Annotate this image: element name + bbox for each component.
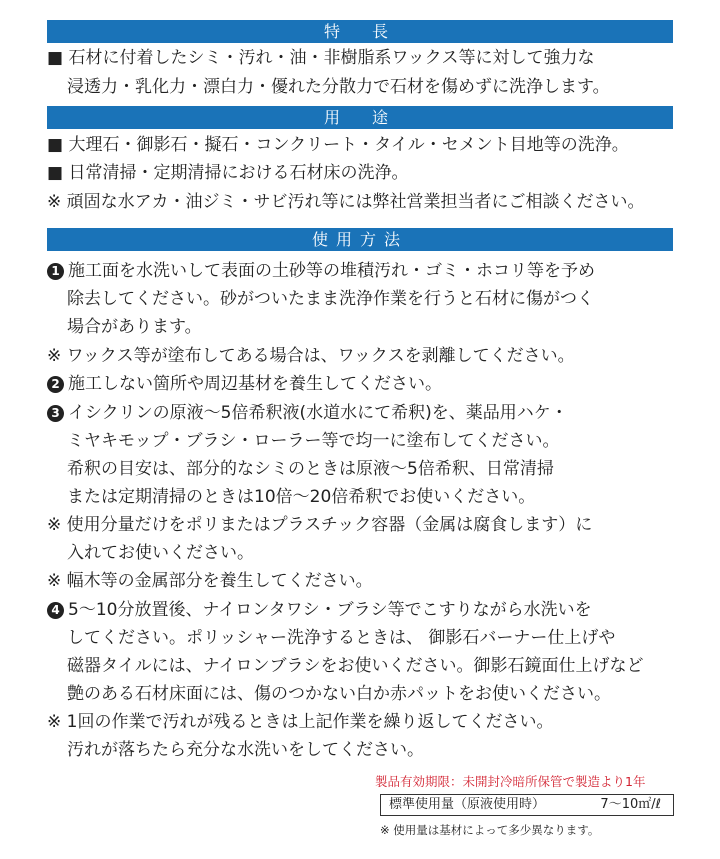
step-4-note-2: 汚れが落ちたら充分な水洗いをしてください。 xyxy=(67,740,424,760)
step-3-line-3: 希釈の目安は、部分的なシミのときは原液〜5倍希釈、日常清掃 xyxy=(67,459,554,479)
step-3-line-1 xyxy=(47,402,687,424)
uses-note: ※ 頑固な水アカ・油ジミ・サビ汚れ等には弊社営業担当者にご相談ください。 xyxy=(47,192,645,212)
usage-note: ※ 使用量は基材によって多少異なります。 xyxy=(380,823,600,837)
uses-line-2: ■ 日常清掃・定期清掃における石材床の洗浄。 xyxy=(47,163,409,183)
step-3-line-4: または定期清掃のときは10倍〜20倍希釈でお使いください。 xyxy=(67,487,536,507)
step-number-2: 2 xyxy=(47,376,64,393)
features-line-1: ■ 石材に付着したシミ・汚れ・油・非樹脂系ワックス等に対して強力な xyxy=(47,48,595,68)
step-1-line-2: 除去してください。砂がついたまま洗浄作業を行うと石材に傷がつく xyxy=(67,289,594,309)
step-2-text-1: 施工しない箇所や周辺基材を養生してください。 xyxy=(68,374,442,394)
step-3-text-1: イシクリンの原液〜5倍希釈液(水道水にて希釈)を、薬品用ハケ・ xyxy=(68,403,568,423)
step-4-text-1: 5〜10分放置後、ナイロンタワシ・ブラシ等でこすりながら水洗いを xyxy=(68,600,592,620)
features-header: 特 長 xyxy=(47,20,673,43)
step-1-line-1 xyxy=(47,260,687,282)
usage-label: 標準使用量（原液使用時） xyxy=(389,797,546,812)
step-1-text-1: 施工面を水洗いして表面の土砂等の堆積汚れ・ゴミ・ホコリ等を予め xyxy=(68,261,595,281)
features-line-2: 浸透力・乳化力・漂白力・優れた分散力で石材を傷めずに洗浄します。 xyxy=(67,77,610,97)
step-2-line-1 xyxy=(47,373,687,395)
step-3-note-1-cont: 入れてお使いください。 xyxy=(67,543,254,563)
step-1-note: ※ ワックス等が塗布してある場合は、ワックスを剥離してください。 xyxy=(47,346,575,366)
step-4-line-1 xyxy=(47,599,687,621)
step-4-note-1: ※ 1回の作業で汚れが残るときは上記作業を繰り返してください。 xyxy=(47,712,554,732)
expiry-notice: 製品有効期限：未開封冷暗所保管で製造より1年 xyxy=(375,774,646,789)
step-4-line-2: してください。ポリッシャー洗浄するときは、 御影石バーナー仕上げや xyxy=(67,628,616,648)
method-header: 使用方法 xyxy=(47,228,673,251)
uses-line-1: ■ 大理石・御影石・擬石・コンクリート・タイル・セメント目地等の洗浄。 xyxy=(47,135,629,155)
step-3-line-2: ミヤキモップ・ブラシ・ローラー等で均一に塗布してください。 xyxy=(67,431,560,451)
usage-value: 7〜10㎡/ℓ xyxy=(600,797,661,812)
standard-usage-box xyxy=(380,794,674,816)
step-number-3: 3 xyxy=(47,405,64,422)
step-3-note-1: ※ 使用分量だけをポリまたはプラスチック容器（金属は腐食します）に xyxy=(47,515,593,535)
step-number-4: 4 xyxy=(47,602,64,619)
step-4-line-3: 磁器タイルには、ナイロンブラシをお使いください。御影石鏡面仕上げなど xyxy=(67,656,644,676)
step-3-note-2: ※ 幅木等の金属部分を養生してください。 xyxy=(47,571,373,591)
uses-header: 用 途 xyxy=(47,106,673,129)
step-number-1: 1 xyxy=(47,263,64,280)
step-1-line-3: 場合があります。 xyxy=(67,317,202,337)
step-4-line-4: 艶のある石材床面には、傷のつかない白か赤パットをお使いください。 xyxy=(67,684,611,704)
